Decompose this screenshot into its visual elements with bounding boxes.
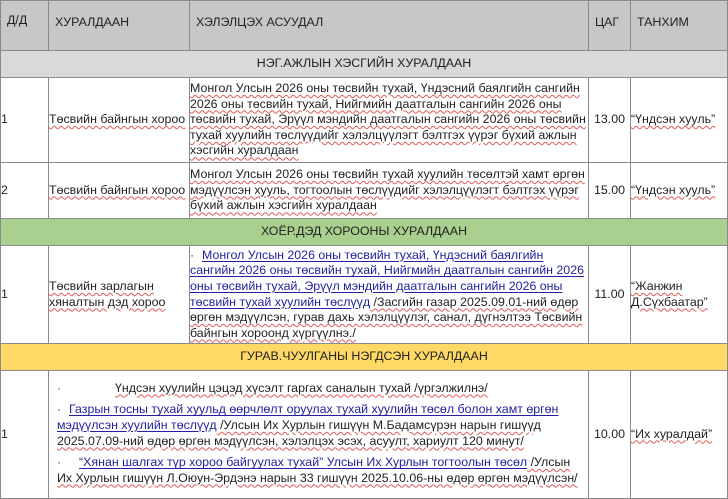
section-band-plenary: [1, 344, 728, 371]
agenda-note: /Засгийн газар 2025.09.01-ний өдөр өргөн мэдүүлсэн, гурав дахь хэлэлцүүлэг, санал, дүгнэлтээ Төсвийн байнгын хороонд хүргүүлнэ./: [190, 294, 583, 340]
meeting-room: [631, 371, 728, 499]
meeting-name: [49, 246, 190, 344]
header-row: [1, 1, 728, 51]
table-row: [1, 163, 728, 219]
agenda-list: [49, 371, 589, 499]
header-time: ЦАГ: [589, 1, 631, 51]
meeting-time: 11.00: [589, 246, 631, 344]
meeting-name-text: Төсвийн байнгын хороо: [49, 182, 186, 197]
row-number: 2: [1, 163, 49, 219]
meeting-room: [631, 246, 728, 344]
section-title-text: ХОЁР.ДЭД ХОРООНЫ ХУРАЛДААН: [260, 224, 468, 239]
section-band-working-group: [1, 51, 728, 78]
agenda-note: /Улсын Их Хурлын гишүүн М.Бадамсүрэн нарын гишүүд 2025.07.09-ний өдөр өргөн мэдүүлсэн, хэлэлцэх эсэх, асуулт, хариулт 120 минут/: [57, 417, 541, 448]
section-title-text: ГУРАВ.ЧУУЛГАНЫ НЭГДСЭН ХУРАЛДААН: [240, 349, 488, 364]
agenda-text: [190, 163, 589, 219]
bullet-icon: ·: [57, 455, 62, 470]
meeting-room-text: “Үндсэн хууль”: [631, 112, 716, 127]
agenda-item: [57, 381, 584, 397]
header-room: ТАНХИМ: [631, 1, 728, 51]
meeting-name: [49, 163, 190, 219]
meeting-name: [49, 78, 190, 163]
agenda-text-content: Монгол Улсын 2026 оны төсвийн тухай хуулийн төсөлтэй хамт өргөн мэдүүлсэн хууль, тогтоолын төслүүдийг хэлэлцүүлэгт бэлтгэх үүрэг бүхий ажлын хэсгийн хуралдаан: [190, 167, 585, 213]
header-meeting: ХУРАЛДААН: [49, 1, 190, 51]
section-title: [1, 51, 728, 78]
row-number: 1: [1, 246, 49, 344]
meeting-room: [631, 78, 728, 163]
agenda-item-text: Үндсэн хуулийн цэцэд хүсэлт гаргах саналын тухай /үргэлжилнэ/: [115, 380, 488, 395]
table-row: [1, 371, 728, 499]
agenda-item: [57, 402, 584, 449]
section-band-subcommittee: [1, 219, 728, 246]
row-number: 1: [1, 371, 49, 499]
header-no: Д/Д: [1, 1, 49, 51]
meeting-room: [631, 163, 728, 219]
table-row: [1, 246, 728, 344]
agenda-link[interactable]: Газрын тосны тухай хуульд өөрчлөлт оруулах тухай хуулийн төсөл болон хамт өргөн мэдүүлсэн хуулийн төслүүд: [57, 402, 559, 432]
meeting-time: 13.00: [589, 78, 631, 163]
bullet-icon: ·: [57, 380, 62, 395]
meeting-time: 15.00: [589, 163, 631, 219]
agenda-text: [190, 78, 589, 163]
meeting-room-text: “Үндсэн хууль”: [631, 182, 716, 197]
section-title: [1, 219, 728, 246]
agenda-link[interactable]: Монгол Улсын 2026 оны төсвийн тухай, Үндэсний баялгийн сангийн 2026 оны төсвийн тухай, Нийгмийн даатгалын сангийн 2026 оны төсвийн тухай, Эрүүл мэндийн даатгалын сангийн 2026 оны төсвийн тухай хуулийн төслүүд: [190, 247, 584, 309]
meeting-name-text: Төсвийн зарлагын хяналтын дэд хороо: [49, 278, 166, 309]
agenda-link[interactable]: “Хянан шалгах түр хороо байгуулах тухай” Улсын Их Хурлын тогтоолын төсөл: [79, 455, 528, 470]
bullet-icon: ·: [57, 402, 62, 417]
section-title: [1, 344, 728, 371]
header-agenda: ХЭЛЭЛЦЭХ АСУУДАЛ: [190, 1, 589, 51]
bullet-icon: ·: [190, 247, 195, 262]
meeting-room-text: “Жанжин Д.Сүхбаатар”: [631, 278, 708, 309]
agenda-text-content: Монгол Улсын 2026 оны төсвийн тухай, Үндэсний баялгийн сангийн 2026 оны төсвийн тухай, Нийгмийн даатгалын сангийн 2026 оны төсвийн тухай, Эрүүл мэндийн даатгалын сангийн 2026 оны төсвийн тухай хуулийн төслүүдийг хэлэлцүүлэгт бэлтгэх үүрэг бүхий ажлын хэсгийн хуралдаан: [190, 81, 586, 158]
row-number: 1: [1, 78, 49, 163]
section-title-text: НЭГ.АЖЛЫН ХЭСГИЙН ХУРАЛДААН: [256, 56, 472, 71]
meeting-name-text: Төсвийн байнгын хороо: [49, 112, 186, 127]
table-row: [1, 78, 728, 163]
meeting-room-text: “Их хуралдай”: [631, 426, 713, 441]
agenda-note: /Улсын Их Хурлын гишүүн Л.Оюун-Эрдэнэ нарын 33 гишүүн 2025.10.06-ны өдөр өргөн мэдүүлсэн/: [57, 455, 578, 485]
agenda-text: [190, 246, 589, 344]
meeting-time: 10.00: [589, 371, 631, 499]
agenda-item: [57, 455, 584, 486]
